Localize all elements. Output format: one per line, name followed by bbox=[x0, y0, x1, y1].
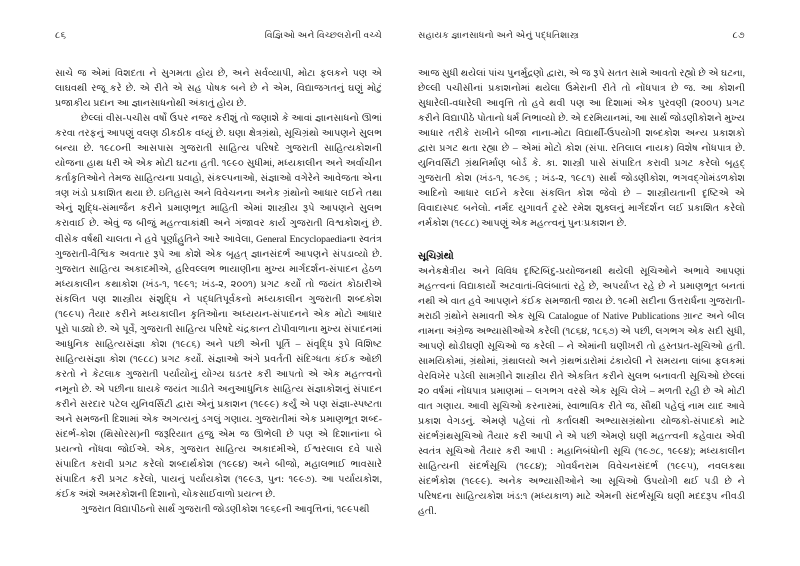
paragraph: છેલ્લાં વીસ-પચીસ વર્ષો ઉપર નજર કરીશું તો જણાશે કે આવાં જ્ઞાનસાધનો ઊભાં કરવા તરફનું આપણું વલણ ઠીકઠીક વધ્યું છે. ઘણા ક્ષેત્રગ્રંથો, સૂચિગ્રંથો આપણને સુલભ બન્યા છે. ૧૯૮૦ની આસપાસ ગુજરાતી સાહિત્ય પરિષદે ગુજરાતી સાહિત્યકોશની યોજના હાથ ધરી એ એક મોટી ઘટના હતી. ૧૯૯૦ સુધીમાં, મધ્યકાલીન અને અર્વાચીન કર્તાકૃતિઓને તેમજ સાહિત્યના પ્રવાહો, સંકલ્પનાઓ, સંજ્ઞાઓ વગેરેને આવેજતા એના ત્રણ ખંડો પ્રકાશિત થયા છે. ઇતિહાસ અને વિવેચનના અનેક ગ્રંથોનો આધાર લઈને તથા એનું શુદ્ધિ-સંમાર્જન કરીને પ્રમાણભૂત માહિતી એમાં શાસ્ત્રીય રૂપે આપણને સુલભ કરાવાઈ છે. એવું જ બીજું મહત્ત્વાકાંક્ષી અને ગંજાવર કાર્ય ગુજરાતી વિશ્વકોશનું છે. વીસેક વર્ષથી ચાલતા ને હવે પૂર્ણાહુતિને આરે આવેલા, General Encyclopaediaના સ્વતંત્ર ગુજરાતી-વૈશ્વિક અવતાર રૂપે આ કોશે એક બૃહત્ જ્ઞાનસંદર્ભ આપણને સંપડાવ્યો છે. ગુજરાત સાહિત્ય અકાદમીએ, હરિવલ્લભ ભાયાણીના મુખ્ય માર્ગદર્શન-સંપાદન હેઠળ મધ્યકાલીન કથાકોશ (ખંડ-૧, ૧૯૯૧; ખંડ-૨, ૨૦૦૧) પ્રગટ કર્યો તો જયંત કોઠારીએ સંકલિત પણ શાસ્ત્રીય સંશુદ્ધિ ને પદ્ધતિપૂર્વકનો મધ્યકાલીન ગુજરાતી શબ્દકોશ (૧૯૯૫) તૈયાર કરીને મધ્યકાલીન કૃતિઓના અધ્યયન-સંપાદનને એક મોટો આધાર પૂરો પાડ્યો છે. એ પૂર્વે, ગુજરાતી સાહિત્ય પરિષદે ચંદ્રકાન્ત ટોપીવાળાના મુખ્ય સંપાદનમાં આધુનિક સાહિત્યસંજ્ઞા કોશ (૧૯૮૬) અને પછી એની પૂર્તિ – સંવૃદ્ધિ રૂપે વિશિષ્ટ સાહિત્યસંજ્ઞા કોશ (૧૯૮૮) પ્રગટ કર્યો. સંજ્ઞાઓ અંગે પ્રવર્તતી સંદિગ્ધતા કંઈક ઓછી કરતો ને કેટલાક ગુજરાતી પર્યાયોનું યોગ્ય ઘડતર કરી આપતો એ એક મહત્ત્વનો નમૂનો છે. એ પછીના ઘાયકે જયંત ગાડીતે અનુઆધુનિક સાહિત્ય સંજ્ઞાકોશનું સંપાદન કરીને સરદાર પટેલ યુનિવર્સિટી દ્વારા એનું પ્રકાશન (૧૯૯૯) કર્યું એ પણ સંજ્ઞા-સ્પષ્ટતા અને સમજની દિશામાં એક અગત્યનું ડગલું ગણાય. ગુજરાતીમાં એક પ્રમાણભૂત શબ્દ-સંદર્ભ-કોશ (થિસોરસ)ની જરૂરિયાત હજુ એમ જ ઊભેલી છે પણ એ દિશાનાંના બે પ્રયત્નો નોંધવા જોઈએ. એક, ગુજરાત સાહિત્ય અકાદમીએ, ઈશ્વરલાલ દવે પાસે સંપાદિત કરાવી પ્રગટ કરેલો શબ્દાર્થકોશ (૧૯૯૪) અને બીજો, મહાલભાઈ ભાવસારે સંપાદિત કરી પ્રગટ કરેલો, પાયનું પર્યાયકોશ (૧૯૯૩, પુન: ૧૯૯૭). આ પર્યાયકોશ, કંઈક અંશે અમરકોશની દિશાનો, ચોકસાઈવાળો પ્રયત્ન છે. bbox=[55, 113, 382, 501]
paragraph: અનેકક્ષેત્રીય અને વિવિધ દૃષ્ટિબિંદુ-પ્રયોજનથી થયેલી સૂચિઓને અભાવે આપણાં મહત્ત્વનાં વિદ્યાકાર્યો અટવાતાં-વિલંબાતાં રહે છે, અપર્યાપ્ત રહે છે ને પ્રમાણભૂત બનતાં નથી એ વાત હવે આપણને કંઈક સમજાતી જાય છે. ૧૯મી સદીના ઉત્તરાર્ધના ગુજરાતી-મરાઠી ગ્રંથોને સમાવતી એક સૂચિ Catalogue of Native Publications ગ્રાન્ટ અને બીલ નામના અંગ્રેજ અભ્યાસીઓએ કરેલી (૧૮૬૪, ૧૮૬૭) એ પછી, લગભગ એક સદી સુધી, આપણે થોડીઘણી સૂચિઓ જ કરેલી – ને એમાંની ઘણીખરી તો હસ્તપ્રત-સૂચિઓ હતી. સામયિકોમાં, ગ્રંથોમાં, ગ્રંથાલયો અને ગ્રંથભંડારોમાં ઢંકાયેલી ને સમયના લાંબા ફલકમાં વેરવિખેર પડેલી સામગ્રીને શાસ્ત્રીય રીતે એકત્રિત કરીને સુલભ બનાવતી સૂચિઓ છેલ્લાં ૨૦ વર્ષમાં નોંધપાત્ર પ્રમાણમાં – લગભગ વરસે એક સૂચિ લેખે – મળતી રહી છે એ મોટી વાત ગણાય. આવી સૂચિઓ કરનારમાં, સ્વાભાવિક રીતે જ, સૌથી પહેલું નામ યાદ આવે પ્રકાશ વેગડનું. એમણે પહેલાં તો કર્તાલક્ષી અભ્યાસગ્રંથોના યોજકો-સંપાદકો માટે સંદર્ભગ્રંથસૂચિઓ તૈયાર કરી આપી ને એ પછી એમણે ઘણી મહત્ત્વની કહેવાય એવી સ્વતંત્ર સૂચિઓ તૈયાર કરી આપી : મહાનિબંધોની સૂચિ (૧૯૭૮, ૧૯૯૪); મધ્યકાલીન સાહિત્યની સંદર્ભસૂચિ (૧૯૮૪); ગોવર્ધનરામ વિવેચનસંદર્ભ (૧૯૯૫), નવલકથા સંદર્ભકોશ (૧૯૯૯). અનેક અભ્યાસીઓને આ સૂચિઓ ઉપયોગી થઈ પડી છે ને પરિષદના સાહિત્યકોશ ખંડ:૧ (મધ્યકાળ) માટે એમની સંદર્ભસૂચિ ઘણી મદદરૂપ નીવડી હતી. bbox=[418, 265, 745, 518]
left-page-folio: ૮૬ bbox=[55, 30, 67, 41]
right-page bbox=[400, 0, 800, 566]
right-page-folio: ૮૭ bbox=[732, 30, 745, 41]
right-page-text-column bbox=[418, 66, 745, 519]
paragraph: સાચે જ એમાં વિશદતા ને સુગમતા હોય છે, અને સર્વવ્યાપી, મોટા ફલકને પણ એ લાઘવથી રજૂ કરે છે. એ રીતે એ સહ પોષક બને છે ને એમ, વિદ્યાજગતનું ઘણું મોટું પ્રજાકીય પ્રદાન આ જ્ઞાનસાધનોથી અંકાતું હોય છે. bbox=[55, 68, 382, 110]
section-heading-suchigrantho: સૂચિગ્રંથો bbox=[418, 250, 454, 262]
paragraph: આજ સુધી થયેલાં પાંચ પુનર્મુદ્રણો દ્વારા, એ જ રૂપે સતત સામે આવતો રહ્યો છે એ ઘટના, છેલ્લી પચીસીનાં પ્રકાશનોમાં થયેલા ઉમેરાની રીતે તો નોંધપાત્ર છે જ. આ કોશની સુધારેલી-વધારેલી આવૃત્તિ તો હવે થવી પણ આ દિશામાં એક પુરવણી (૨૦૦૫) પ્રગટ કરીને વિદ્યાપીઠે પોતાનો ધર્મ નિભાવ્યો છે. એ દરમિયાનમાં, આ સાર્થ જોડણીકોશને મુખ્ય આધાર તરીકે રાખીને બીજા નાના-મોટા વિદ્યાર્થી-ઉપયોગી શબ્દકોશ અન્ય પ્રકાશકો દ્વારા પ્રગટ થતા રહ્યા છે – એમાં મોટો કોશ (સંપા. રતિલાલ નાયક) વિશેષ નોંધપાત્ર છે. યુનિવર્સિટી ગ્રંથનિર્માણ બોર્ડ કે. કા. શાસ્ત્રી પાસે સંપાદિત કરાવી પ્રગટ કરેલો બૃહદ્ ગુજરાતી કોશ (ખંડ-૧, ૧૯૭૬ ; ખંડ-૨, ૧૯૮૧) સાર્થ જોડણીકોશ, ભગવદ્ગોમંડળકોશ આદિનો આધાર લઈને કરેલા સંકલિત કોશ જેવો છે – શાસ્ત્રીયતાની દૃષ્ટિએ એ વિવાદાસ્પદ બનેલો. નર્મદ યુગાવર્ત ટ્રસ્ટે રમેશ શુક્લનું માર્ગદર્શન લઈ પ્રકાશિત કરેલો નર્મકોશ (૧૯૮૮) આપણું એક મહત્ત્વનું પુનઃપ્રકાશન છે. bbox=[418, 68, 745, 230]
left-page-running-head bbox=[55, 30, 382, 52]
right-page-running-head bbox=[418, 30, 745, 52]
left-page-header-title: વિજ્ઞિઓ અને વિચ્છલરોની વચ્ચે bbox=[264, 30, 382, 40]
right-page-header-title: સહાયક જ્ઞાનસાધનો અને એનું પદ્ધતિશાસ્ત્ર bbox=[418, 30, 579, 40]
left-page-text-column bbox=[55, 66, 382, 517]
paragraph: ગુજરાત વિદ્યાપીઠનો સાર્થ ગુજરાતી જોડણીકોશ ૧૯૬૯ની આવૃત્તિનાં, ૧૯૯૫થી bbox=[81, 504, 370, 516]
